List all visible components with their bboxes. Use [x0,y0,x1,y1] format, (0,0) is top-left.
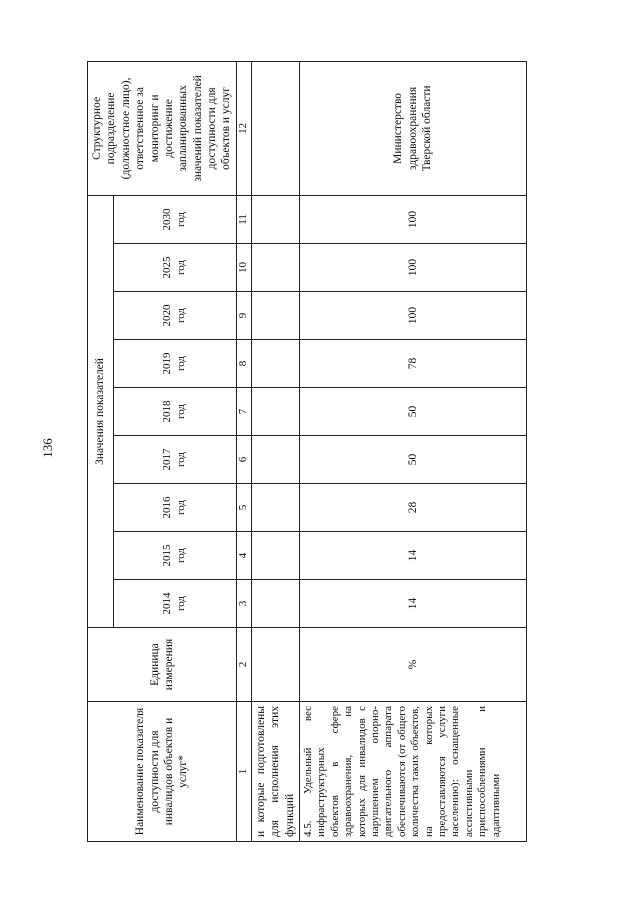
empty-cell [251,292,299,340]
header-year: 2030 год [113,195,236,243]
header-year: 2014 год [113,580,236,628]
header-values-group: Значения показателей [88,195,114,627]
column-number: 9 [236,292,251,340]
indicator-value: 50 [299,436,526,484]
column-number: 5 [236,484,251,532]
indicator-value: 28 [299,484,526,532]
empty-cell [251,61,299,195]
header-unit: Единица измерения [88,628,237,702]
empty-cell [251,244,299,292]
header-year: 2019 год [113,340,236,388]
indicator-value: 100 [299,195,526,243]
column-number: 8 [236,340,251,388]
column-number: 2 [236,628,251,702]
column-number: 1 [236,702,251,842]
header-year: 2015 год [113,532,236,580]
header-year: 2018 год [113,388,236,436]
continuation-text: и которые подготовлены для исполнения этих функций [251,702,299,842]
empty-cell [251,340,299,388]
rotated-table-wrapper [87,62,527,842]
indicator-unit: % [299,628,526,702]
empty-cell [251,195,299,243]
indicator-value: 14 [299,580,526,628]
empty-cell [251,484,299,532]
indicator-value: 14 [299,532,526,580]
indicator-value: 78 [299,340,526,388]
column-number: 4 [236,532,251,580]
column-number: 10 [236,244,251,292]
column-number: 12 [236,61,251,195]
empty-cell [251,532,299,580]
page-number: 136 [40,438,55,458]
indicator-value: 100 [299,244,526,292]
indicator-value: 100 [299,292,526,340]
indicators-table [87,61,527,842]
empty-cell [251,436,299,484]
indicator-value: 50 [299,388,526,436]
header-year: 2020 год [113,292,236,340]
responsible-department: Министерство здравоохранения Тверской области [299,61,526,195]
column-number: 3 [236,580,251,628]
header-year: 2016 год [113,484,236,532]
header-year: 2025 год [113,244,236,292]
empty-cell [251,628,299,702]
column-number: 7 [236,388,251,436]
column-number: 11 [236,195,251,243]
header-indicator: Наименование показателя доступности для инвалидов объектов и услуг* [88,702,237,842]
header-year: 2017 год [113,436,236,484]
column-number: 6 [236,436,251,484]
empty-cell [251,580,299,628]
header-responsible: Структурное подразделение (должностное лицо), ответственное за мониторинг и достижение запланированных значений показателей доступности для объектов и услуг [88,61,237,195]
empty-cell [251,388,299,436]
indicator-name: 4.5. Удельный вес инфраструктурных объектов в сфере здравоохранения, на которых для инвалидов с нарушением опорно-двигательного аппарата обеспечиваются (от общего количества таких объектов, на которых предоставляются услуги населению): оснащенные ассистивными приспособлениями и адаптивными [299,702,526,842]
